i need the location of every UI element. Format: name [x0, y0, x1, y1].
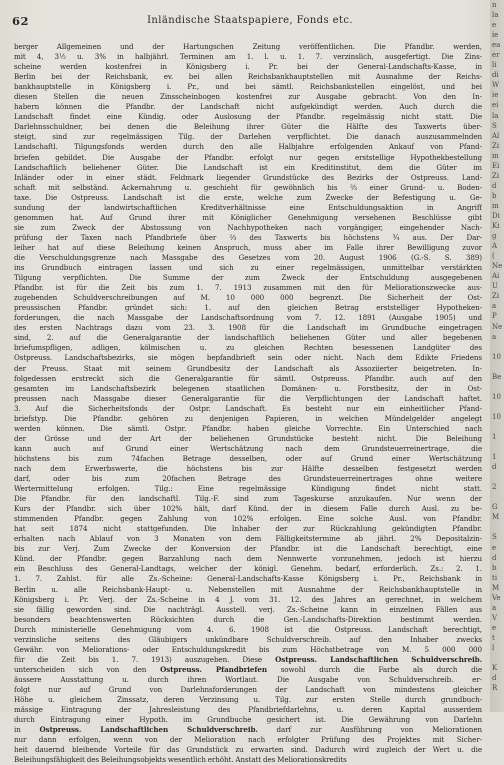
margin-fragment: m	[492, 151, 499, 160]
margin-fragment	[490, 402, 504, 412]
margin-fragment: 1	[492, 433, 497, 442]
margin-fragment: ea	[492, 41, 501, 50]
margin-fragment: er	[492, 51, 500, 60]
text-line: prüfung der Taxen nach Pfandbriefe über ⅔ des Taxwerts bis höchstens ¾ aus. Der Dar-	[14, 232, 482, 242]
text-line: Tilgung verpflichten. Die Summe der zum Zweck der Entschuldung ausgegebenen	[14, 273, 482, 283]
margin-fragment: 1	[492, 453, 497, 462]
text-line: briefstyp. Die Pfandbr. gehören zu denjenigen Papieren, in welchen Mündelgelder angelegt	[14, 413, 482, 423]
text-line: besonders beachtenswerten Rücksichten durch die Gen.-Landschafts-Direktion bestimmt werden.	[14, 614, 482, 624]
margin-fragment: Ei	[492, 161, 500, 170]
margin-fragment	[490, 472, 504, 482]
margin-fragment: G	[492, 503, 498, 512]
text-line: 3. Auf die Sicherheitsfonds der Ostpr. Landschaft. Es besteht nur ein einheitlicher Pfand-	[14, 403, 482, 413]
page-header	[12, 14, 488, 28]
text-line: kann auch auf Grund einer Wertschätzung nach dem Grundsteuerreinertrage, die	[14, 443, 482, 453]
margin-fragment: b	[492, 563, 497, 572]
text-line: forderungen, die nach Massgabe der Landschaftsordnung vom 7. 12. 1891 (Ausgabe 1905) und	[14, 313, 482, 323]
margin-fragment: S	[492, 533, 497, 542]
text-line: der Grösse und der Art der beliehenen Grundstücke besteht nicht. Die Beleihung	[14, 433, 482, 443]
text-line: sie zum Zweck der Abstossung von Nachhypotheken nach vorgängiger, eingehender Nach-	[14, 222, 482, 232]
text-line: mässige Eintragung der Jahresleistung des Pfandbriefdarlehns, u. deren Kapital ausserdem	[14, 705, 482, 715]
text-line: zugebenden Schuldverschreibungen auf M. 10 000 000 begrenzt. Die Sicherheit der Ost-	[14, 293, 482, 303]
text-line: Künd. der Pfandbr. gegen Barzahlung nach dem Nennwerte vorzunehmen, jedoch ist hierzu	[14, 554, 482, 564]
text-line: bis zur Verj. Zum Zwecke der Konversion der Pfandbr. ist die Landschaft berechtigt, eine	[14, 544, 482, 554]
margin-fragment: Ai	[492, 272, 500, 281]
margin-fragment: M	[492, 583, 500, 592]
body-text	[14, 42, 482, 765]
text-line: steigt, sind zur regelmässigen Tilg. der Darlehen verpflichtet. Die danach auszusammelnden	[14, 132, 482, 142]
text-line: folgt nur auf Grund von Darlehnsforderungen der Landschaft von mindestens gleicher	[14, 685, 482, 694]
margin-fragment: la	[492, 11, 499, 20]
margin-fragment: (	[492, 252, 495, 261]
margin-fragment: d	[492, 181, 497, 190]
margin-fragment: ie	[492, 91, 499, 100]
text-line: werden können. Die sämtl. Ostpr. Pfandbr. haben gleiche Vorrechte. Ein Unterschied nach	[14, 423, 482, 433]
text-line: sind, 2. auf die Generalgarantie der landschaftlich beliehenen Güter und aller begebenen	[14, 333, 482, 343]
margin-fragment: Zi	[492, 171, 500, 180]
text-line: Beleihungsfähigkeit des Beleihungsobjekts wesentlich erhöht. Anstatt des Meliorationskredits	[14, 755, 347, 765]
margin-fragment	[490, 492, 504, 502]
margin-fragment: b	[492, 191, 497, 200]
margin-fragment: d	[492, 674, 497, 683]
text-line: verzinsliche seitens des Gläubigers unkündbare Schuldverschreib. auf den Inhaber zwecks	[14, 634, 482, 644]
margin-fragment: Al	[492, 131, 500, 140]
text-line: habern können die Pfandbr. der Landschaft nicht aufgekündigt werden. Auch durch die	[14, 102, 482, 112]
text-line: Wertermittelung erfolgen. Tilg.: Eine regelmässige Kündigung findet nicht statt.	[14, 484, 482, 494]
text-line: äussere Ausstattung u. durch ihren Wortlaut. Die Ausgabe von Schuldverschreib. er-	[14, 674, 482, 684]
margin-fragment: 10	[492, 352, 501, 361]
text-line: schaft mit selbständ. Ackernahrung u. geschieht für gewöhnlich bis ⅔ einer Grund- u. Boden-	[14, 182, 482, 192]
margin-fragment: R	[492, 684, 498, 693]
margin-fragment	[490, 653, 504, 663]
text-line: Ostpreuss. Landschaftsbezirks, sie mögen bepfandbrieft sein oder nicht. Nach dem Edikte Friedens	[14, 353, 482, 363]
margin-fragment: M	[492, 513, 500, 522]
margin-fragment: S	[492, 121, 497, 130]
text-line: hat seit 1874 nicht stattgefunden. Die Inhaber der zur Rückzahlung gekündigten Pfandbr.	[14, 524, 482, 534]
margin-fragment	[490, 422, 504, 432]
margin-fragment: m	[492, 201, 499, 210]
text-line: leiher hat auf diese Beleihung keinen Anspruch, muss aber im Falle ihrer Bewilligung zuvor	[14, 242, 482, 252]
margin-fragment: a	[492, 302, 497, 311]
margin-fragment: Ki	[492, 222, 500, 231]
text-line: Inländer oder in einer städt. Feldmark liegender Grundstücke des Bezirks der Ostpreuss. Land-	[14, 172, 482, 182]
next-page-margin	[490, 0, 504, 712]
text-line: nur dann erfolgen, wenn von der Melioration nach erfolgter Prüfung des Projektes mit Sicher-	[14, 735, 482, 745]
text-line: unterscheiden sich von den Ostpreuss. Pfandbriefen sowohl durch die Farbe als durch die	[14, 664, 482, 674]
text-line: in Ostpreuss. Landschaftlichen Schuldverschreib. darf zur Ausführung von Meliorationen	[14, 725, 482, 735]
text-line: ins Grundbuch eintragen lassen und sich zu einer regelmässigen, unmittelbar verstärkten	[14, 263, 482, 273]
text-line: der Preuss. Staat mit seinem Grundbesitz der Landschaft als Assoziierter beigetreten. In-	[14, 363, 482, 373]
text-line: gesamten im Landschaftsbezirk belegenen staatlichen Domänen- u. Forstbesitz, der in Ost-	[14, 383, 482, 393]
margin-fragment: n	[492, 1, 497, 9]
text-line: Berlin bei der Reichsbank, ev. bei allen Reichsbankhauptstellen mit Ausnahme der Reichs-	[14, 72, 482, 82]
margin-fragment	[490, 362, 504, 372]
text-line: Die Pfandbr. für den landschaftl. Tilg.-F. sind zum Tageskurse anzukaufen. Nur wenn der	[14, 494, 482, 504]
margin-fragment: la	[492, 111, 499, 120]
text-line: heit dauernd bleibende Vorteile für das Grundstück zu erwarten sind. Dadurch wird zugleich der Wert u. die	[14, 745, 482, 755]
text-line: Landschaftlich beliehener Güter. Die Landschaft ist ein Kreditinstitut, dem die Güter im	[14, 162, 482, 172]
margin-fragment: V	[492, 613, 498, 622]
margin-fragment: li	[492, 61, 497, 70]
text-line: preussischen Pfandbr. gründet sich: 1. auf den gleichen Betrag erststelliger Hypotheken-	[14, 303, 482, 313]
margin-fragment: 10	[492, 412, 501, 421]
margin-fragment: l	[492, 644, 495, 652]
text-line: ein Beschluss des General-Landtags, welcher der königl. Genehm. bedarf, erforderlich. Zs.: 2. 1.	[14, 564, 482, 574]
margin-fragment: di	[492, 71, 499, 80]
margin-fragment: Be	[492, 372, 502, 381]
margin-fragment: d	[492, 463, 497, 472]
margin-fragment: t	[492, 633, 495, 642]
text-line: berger Allgemeinen und der Hartungschen Zeitung veröffentlichen. Die Pfandbr. werden,	[14, 42, 482, 51]
margin-fragment: ti	[492, 573, 498, 582]
text-line: stimmenden Pfandbr. gegen Zahlung von 102% erfolgen. Eine solche Ausl. von Pfandbr.	[14, 514, 482, 524]
text-line: genommen hat. Auf Grund ihrer mit Königlicher Genehmigung versehenen Beschlüsse gibt	[14, 212, 482, 222]
text-line: folgedessen erstreckt sich die Generalgarantie für sämtl. Ostpreuss. Pfandbr. auch auf den	[14, 373, 482, 383]
margin-fragment: Ve	[492, 593, 501, 602]
text-line: bankhauptstelle in Königsberg i. Pr., und bei sämtl. Reichsbankstellen eingelöst, und bei	[14, 82, 482, 92]
margin-fragment: g	[492, 232, 497, 241]
margin-fragment: Ne	[492, 322, 503, 331]
text-line: briefen gebildet. Die Ausgabe der Pfandbr. erfolgt nur gegen erststellige Hypothekbestellung	[14, 152, 482, 162]
text-line: Pfandbr. ist für die Zeit bis zum 1. 7. 1913 zusammen mit den für Meliorationszwecke aus-	[14, 283, 482, 293]
margin-fragment: e	[492, 543, 497, 552]
text-line: die Verschuldungsgrenze nach Massgabe des Gesetzes vom 20. August 1906 (G.-S. S. 389)	[14, 252, 482, 262]
margin-fragment: a	[492, 603, 497, 612]
margin-fragment: 10	[492, 392, 501, 401]
margin-fragment	[490, 382, 504, 392]
text-line: mit 4, 3½ u. 3% in halbjährl. Terminen am 1. l. u. 1. 7. verzinslich, ausgefertigt. Die Zins-	[14, 52, 482, 62]
text-line: Königsberg i. Pr. Verj. der Zs.-Scheine in 4 J. vom 31. 12. des Jahres an gerechnet, in welchem	[14, 594, 482, 604]
text-line: Durch ministerielle Genehmigung vom 4. 6. 1908 ist die Ostpreuss. Landschaft berechtigt,	[14, 624, 482, 634]
margin-fragment: U	[492, 282, 498, 291]
margin-fragment: K	[492, 664, 498, 673]
text-line: preussen nach Massgabe dieser Generalgarantie für die Verpflichtungen der Landschaft haftet.	[14, 393, 482, 403]
running-head: Inländische Staatspapiere, Fonds etc.	[147, 15, 353, 26]
text-line: Gewähr. von Meliorations- oder Entschuldungskredit bis zum Höchstbetrage von M. 5 000 000	[14, 644, 482, 654]
text-line: taxe. Die Ostpreuss. Landschaft ist die erste, welche zum Zwecke der Befestigung u. Ge-	[14, 192, 482, 202]
text-line: darf, oder bis zum 20fachen Betrage des Grundsteuerreinertrages ohne weitere	[14, 474, 482, 484]
margin-fragment: Zi	[492, 141, 500, 150]
margin-fragment: Di	[492, 211, 500, 220]
text-line: briefumspfligen, adligen, kölmischen u. zu gleichen Rechten besessenen Landgüter des	[14, 343, 482, 353]
margin-fragment: a	[492, 332, 497, 341]
margin-fragment: A	[492, 242, 498, 251]
margin-fragment: Zi	[492, 292, 500, 301]
margin-fragment: P	[492, 312, 497, 321]
text-line: diesen Stellen die neuen Zinsscheinbogen kostenfrei zur Ausgabe gebracht. Von den In-	[14, 92, 482, 102]
margin-fragment: ei	[492, 101, 499, 110]
text-line: sundung der landwirtschaftlichen Kreditverhältnisse eine Entschuldungsaktion in Angriff	[14, 202, 482, 212]
margin-fragment: d	[492, 553, 497, 562]
text-line: Kurs der Pfandbr. sich über 102% hält, darf Künd. der in diesem Falle durch Ausl. zu be-	[14, 504, 482, 514]
text-line: Darlehnsschuldner, bei denen die Beleihung ihrer Güter die Hälfte des Taxwerts über-	[14, 122, 482, 132]
margin-fragment	[490, 342, 504, 352]
text-line: Landschaftl. Tilgungsfonds werden durch den alle Halbjahre erfolgenden Ankauf von Pfand-	[14, 142, 482, 152]
margin-fragment: Ne	[492, 262, 503, 271]
text-line: des ersten Nachtrags dazu vom 23. 3. 1908 für die Landschaft im Grundbuche eingetragen	[14, 323, 482, 333]
text-line: höchstens bis zum 74fachen Betrage desselben, oder auf Grund einer Wertschätzung	[14, 453, 482, 463]
text-line: Landschaft findet eine Kündig. oder Auslosung der Pfandbr. regelmässig nicht statt. Die	[14, 112, 482, 122]
margin-fragment: 2	[492, 483, 497, 492]
text-line: für die Zeit bis 1. 7. 1913) auszugeben. Diese Ostpreuss. Landschaftlichen Schuldverschreib.	[14, 654, 482, 664]
text-line: erhalten nach Ablauf von 3 Monaten von dem Fälligkeitstermine ab jährl. 2% Depositalzin-	[14, 534, 482, 544]
text-line: sie fällig geworden sind. Die nachträgl. Ausstell. verj. Zs.-Scheine kann in einzelnen Fällen aus	[14, 604, 482, 614]
margin-fragment: e	[492, 623, 497, 632]
page-number: 62	[12, 14, 30, 28]
margin-fragment: ie	[492, 31, 499, 40]
margin-fragment: W	[492, 81, 500, 90]
margin-fragment	[490, 442, 504, 452]
text-line: 1. 7. Zahlst. für alle Zs.-Scheine: General-Landschafts-Kasse Königsberg i. Pr., Reichsbank in	[14, 574, 482, 584]
text-line: nach dem Erwerbswerte, die höchstens bis zur Hälfte desselben festgesetzt werden	[14, 463, 482, 473]
text-line: scheine werden kostenfrei in Königsberg i. Pr. bei der General-Landschafts-Kasse, in	[14, 62, 482, 72]
text-line: durch Eintragung einer Hypoth. im Grundbuche gesichert ist. Die Gewährung von Darlehn	[14, 715, 482, 725]
text-line: Berlin u. alle Reichsbank-Haupt- u. Nebenstellen mit Ausnahme der Reichsbankhauptstelle in	[14, 584, 482, 594]
text-line: Höhe u. gleichem Zinssatz, deren Verzinsung u. Tilg. zur ersten Stelle durch grundbuch-	[14, 695, 482, 705]
margin-fragment: e	[492, 21, 497, 30]
margin-fragment	[490, 522, 504, 532]
